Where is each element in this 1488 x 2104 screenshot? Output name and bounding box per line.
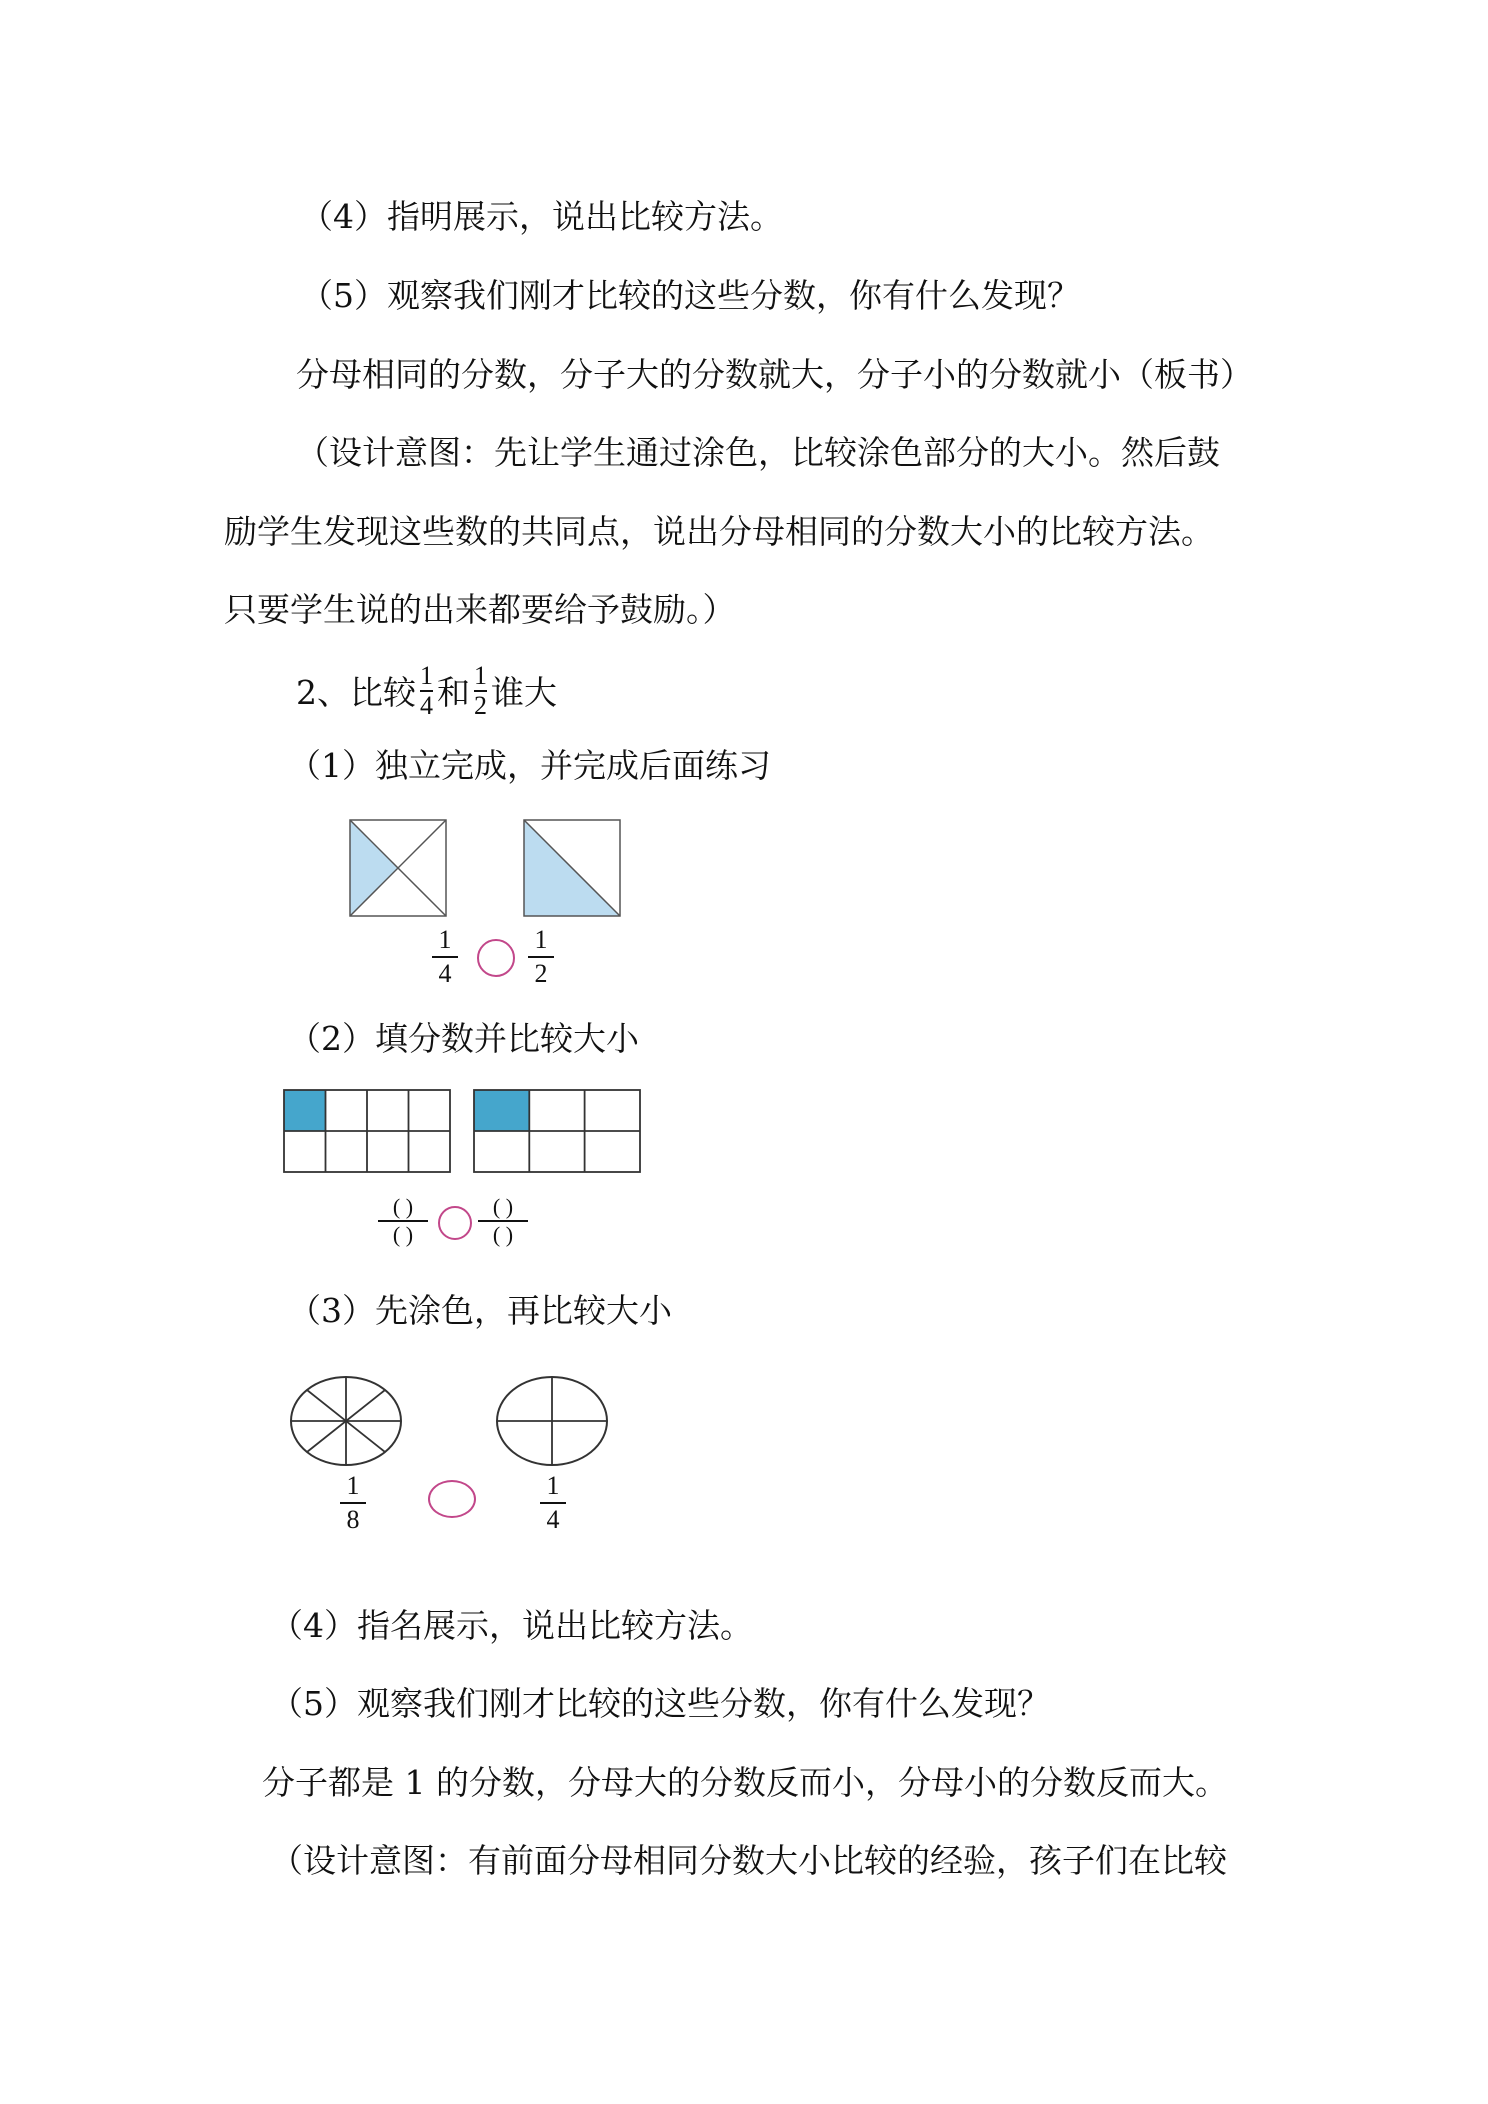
heading-prefix: 2、比较 [296, 673, 416, 712]
step-4-line: （4）指明展示，说出比较方法。 [300, 197, 783, 236]
heading-fraction-b-den: 2 [474, 691, 487, 720]
heading-and: 和 [437, 673, 470, 712]
step-5b-line: （5）观察我们刚才比较的这些分数，你有什么发现？ [270, 1684, 1050, 1723]
fig2-left-fraction [378, 1196, 428, 1246]
fig3-right-den: 4 [546, 1505, 560, 1534]
compare-circle-3[interactable] [428, 1480, 476, 1518]
step-5-line: （5）观察我们刚才比较的这些分数，你有什么发现？ [300, 276, 1080, 315]
design-intent-line-1: （设计意图：先让学生通过涂色，比较涂色部分的大小。然后鼓 [296, 433, 1220, 472]
fig3-left-den: 8 [346, 1505, 360, 1534]
fig1-right-num: 1 [534, 925, 548, 954]
design-intent-line-2: 励学生发现这些数的共同点，说出分母相同的分数大小的比较方法。 [224, 512, 1214, 551]
fig1-left-fraction [432, 926, 458, 988]
ellipse-eighths-figure [289, 1375, 403, 1467]
heading-suffix: 谁大 [491, 673, 557, 712]
fig2-left-num[interactable]: ( ) [392, 1194, 414, 1219]
heading-fraction-a-num: 1 [420, 661, 433, 690]
heading-fraction-b [474, 663, 487, 719]
grid-eighths-figure [284, 1090, 450, 1172]
fig1-right-den: 2 [534, 959, 548, 988]
fig2-right-den[interactable]: ( ) [492, 1222, 514, 1247]
fig3-left-fraction [340, 1472, 366, 1534]
heading-fraction-a [420, 663, 433, 719]
square-quarter-figure [350, 820, 446, 916]
compare-circle-2[interactable] [438, 1206, 472, 1240]
step-4b-line: （4）指名展示，说出比较方法。 [270, 1606, 753, 1645]
subitem-1-line: （1）独立完成，并完成后面练习 [288, 746, 771, 785]
conclusion-b-line: 分子都是 1 的分数，分母大的分数反而小，分母小的分数反而大。 [262, 1763, 1228, 1802]
conclusion-line: 分母相同的分数，分子大的分数就大，分子小的分数就小（板书） [296, 355, 1253, 394]
compare-circle-1[interactable] [477, 939, 515, 977]
fig1-left-num: 1 [438, 925, 452, 954]
section-2-heading [296, 661, 557, 723]
fig3-right-fraction [540, 1472, 566, 1534]
subitem-3-line: （3）先涂色，再比较大小 [288, 1291, 672, 1330]
fig1-right-fraction [528, 926, 554, 988]
grid-sixths-figure [474, 1090, 640, 1172]
heading-fraction-a-den: 4 [420, 691, 433, 720]
fig2-right-num[interactable]: ( ) [492, 1194, 514, 1219]
subitem-2-line: （2）填分数并比较大小 [288, 1019, 639, 1058]
fig3-left-num: 1 [346, 1471, 360, 1500]
fig1-left-den: 4 [438, 959, 452, 988]
fig2-left-den[interactable]: ( ) [392, 1222, 414, 1247]
fig3-right-num: 1 [546, 1471, 560, 1500]
fig2-right-fraction [478, 1196, 528, 1246]
square-half-figure [524, 820, 620, 916]
heading-fraction-b-num: 1 [474, 661, 487, 690]
design-intent-line-3: 只要学生说的出来都要给予鼓励。） [224, 590, 736, 629]
ellipse-quarters-figure [495, 1375, 609, 1467]
design-intent-b-line: （设计意图：有前面分母相同分数大小比较的经验，孩子们在比较 [270, 1841, 1227, 1880]
